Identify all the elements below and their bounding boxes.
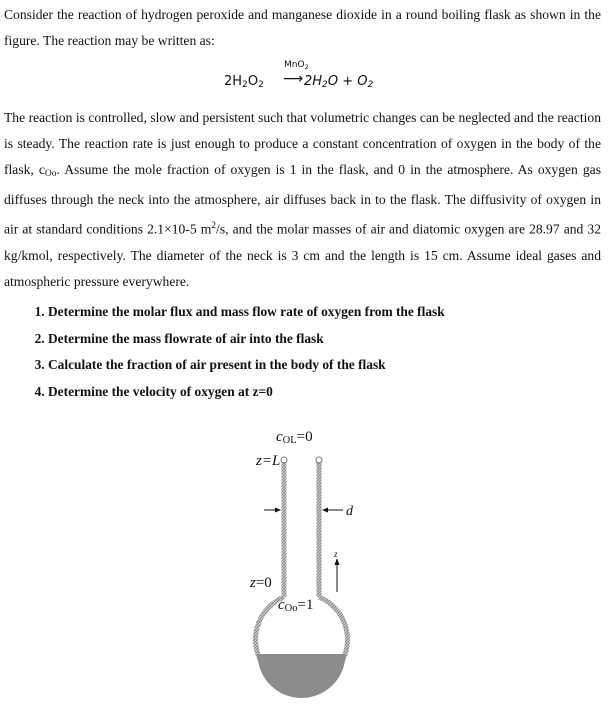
c-subscript: Oo (44, 169, 57, 179)
task-list (4, 299, 611, 405)
flask-liquid (258, 654, 346, 698)
z-equals-0-label: z=0 (250, 575, 272, 591)
diameter-label: d (346, 504, 353, 519)
m-superscript: 2 (211, 221, 217, 231)
intro-paragraph: Consider the reaction of hydrogen peroxide and manganese dioxide in a round boiling flask as shown in the figure. The reaction may be written as: (4, 7, 601, 48)
flask-diagram (220, 425, 400, 715)
bottom-concentration-label: $c_{Oo}=1$ (278, 597, 314, 614)
problem-description: The reaction is controlled, slow and persistent such that volumetric changes can be neglected and the reaction is steady. The reaction rate is just enough to produce a constant concentration of oxygen in the body of the flask, $c_{Oo}$. Assume the mole fraction of oxygen is 1 in the flask, and 0 in the atmosphere. As oxygen gas diffuses through the neck into the atmosphere, air diffuses back in to the flask. The diffusivity of oxygen in air at standard conditions 2.1×10-5 $m^2/s$, and the molar masses of air and diatomic oxygen are 28.97 and 32 kg/kmol, respectively. The diameter of the neck is 3 cm and the length is 15 cm. Assume ideal gases and atmospheric pressure everywhere. (4, 110, 601, 289)
task-item: 3. Calculate the fraction of air present in the body of the flask (48, 352, 611, 379)
z-axis-label: z (334, 549, 338, 559)
task-item: 4. Determine the velocity of oxygen at z=0 (48, 379, 611, 406)
equation-reactant: $2H_2O_2$ (224, 74, 264, 90)
top-concentration-label: $c_{OL}=0$ (276, 429, 313, 446)
task-item: 2. Determine the mass flowrate of air into the flask (48, 326, 611, 353)
equation-products: $2H_2O + O_2$ (304, 74, 374, 90)
z-equals-L-label: z=L (256, 453, 281, 469)
equation-arrow: ⟶ (283, 71, 304, 87)
flask-drawing (220, 425, 400, 715)
equation-catalyst: MnO$_2$ (284, 60, 309, 71)
reaction-equation (0, 60, 611, 96)
task-item: 1. Determine the molar flux and mass flow rate of oxygen from the flask (48, 299, 611, 326)
